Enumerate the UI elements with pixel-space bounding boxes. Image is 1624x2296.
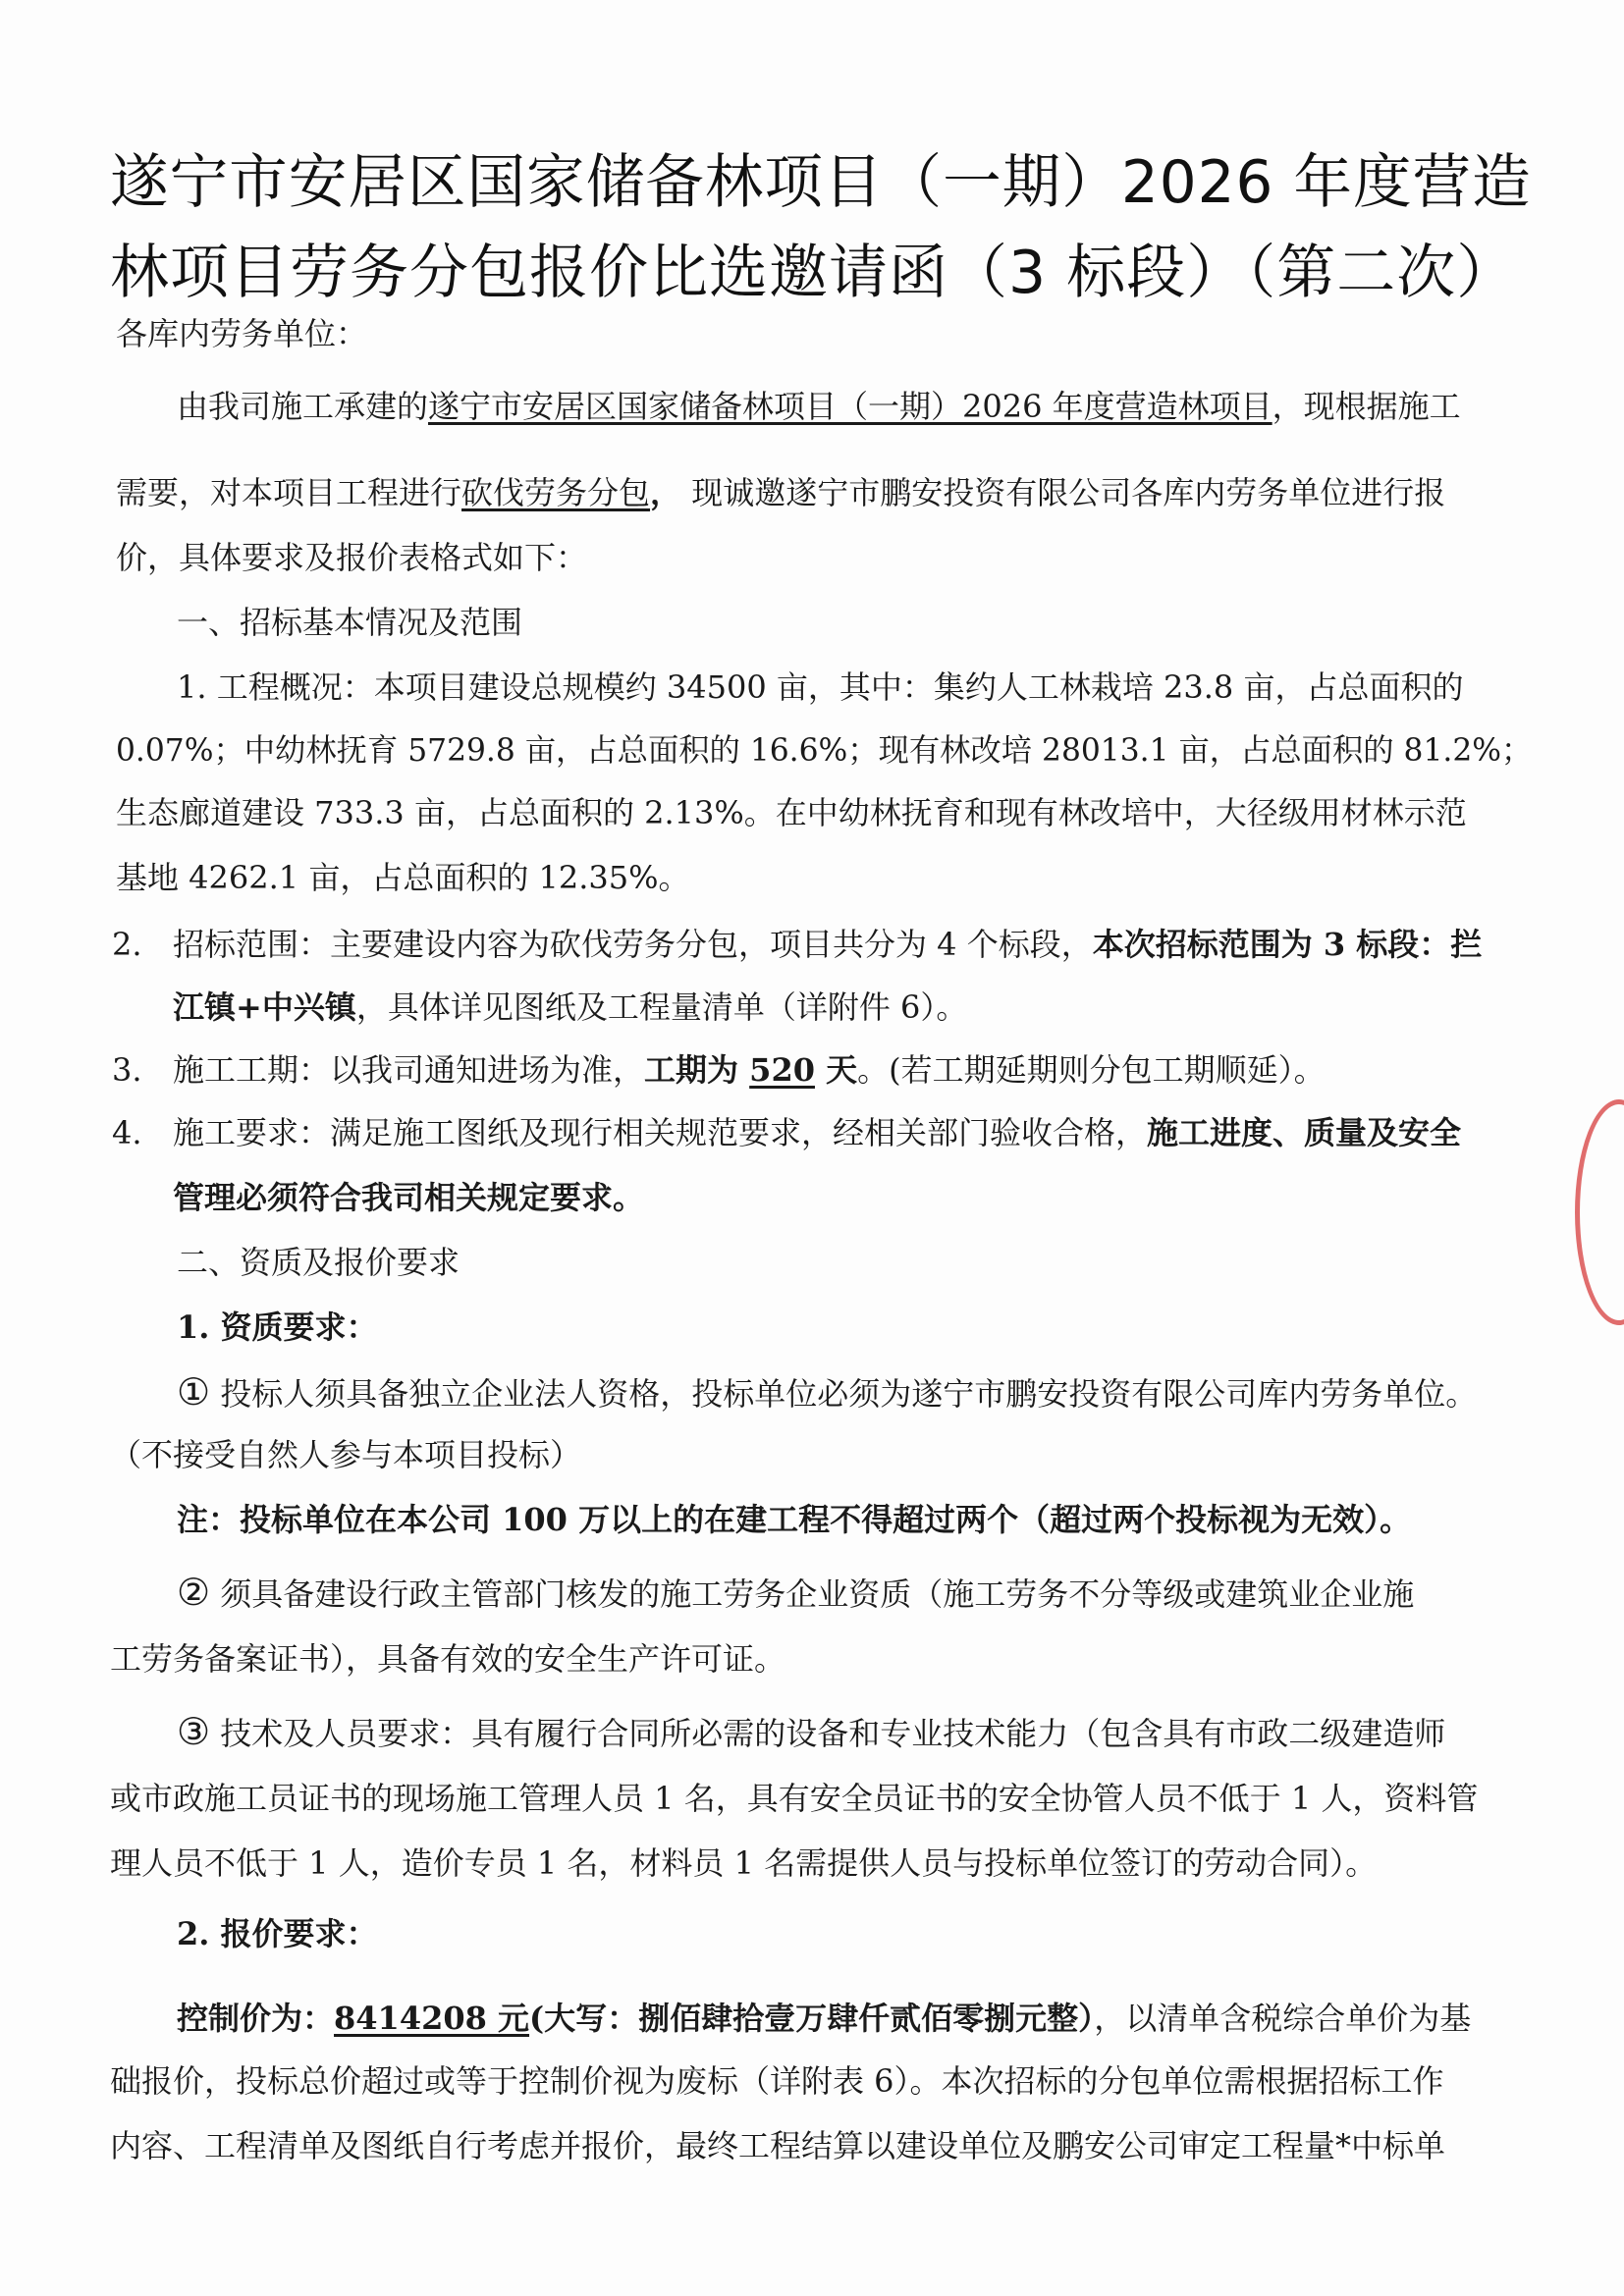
price-label: 控制价为：: [177, 2000, 335, 2037]
price-uppercase: (大写：捌佰肆拾壹万肆仟贰佰零捌元整）: [529, 2000, 1095, 2037]
intro-text: 由我司施工承建的: [177, 388, 429, 425]
circled-number-1: ①: [177, 1370, 211, 1414]
qualification-text: 投标人须具备独立企业法人资格，投标单位必须为遂宁市鹏安投资有限公司库内劳务单位。: [210, 1375, 1478, 1413]
qualification-2-line-1: [177, 1571, 1414, 1616]
red-seal-stamp: [1575, 1099, 1624, 1325]
item-2-towns: 江镇+中兴镇: [173, 988, 356, 1026]
item-3-text: 施工工期：以我司通知进场为准，: [173, 1051, 645, 1089]
item-1-line-3: 生态廊道建设 733.3 亩，占总面积的 2.13%。在中幼林抚育和现有林改培中，大径级用材林示范: [116, 794, 1467, 831]
intro-text: ，现根据施工: [1272, 388, 1461, 425]
scope-name: 砍伐劳务分包: [461, 474, 651, 511]
item-2-bold: 本次招标范围为 3 标段：拦: [1092, 926, 1483, 963]
item-2-line-1: [112, 923, 1482, 966]
intro-line-2: [116, 471, 1445, 514]
intro-line-3: 价，具体要求及报价表格式如下：: [116, 539, 588, 576]
item-3-unit: 天: [814, 1051, 858, 1089]
item-1-line-1: 1. 工程概况：本项目建设总规模约 34500 亩，其中：集约人工林栽培 23.8 亩，占总面积的: [177, 668, 1464, 706]
item-2-number: 2.: [112, 926, 142, 963]
item-2-text: 招标范围：主要建设内容为砍伐劳务分包，项目共分为 4 个标段，: [173, 926, 1093, 963]
salutation: 各库内劳务单位：: [116, 315, 368, 352]
item-1-line-4: 基地 4262.1 亩，占总面积的 12.35%。: [116, 859, 690, 896]
intro-text: 需要，对本项目工程进行: [116, 474, 462, 511]
price-amount: 8414208 元: [334, 2000, 530, 2037]
item-1-line-2: 0.07%；中幼林抚育 5729.8 亩，占总面积的 16.6%；现有林改培 28013.1 亩，占总面积的 81.2%；: [116, 731, 1533, 769]
item-2-line-2: [173, 986, 967, 1029]
price-line-1: [177, 1997, 1471, 2040]
project-name: 遂宁市安居区国家储备林项目（一期）2026 年度营造林项目: [428, 388, 1272, 425]
section-2-heading: 二、资质及报价要求: [177, 1244, 460, 1281]
subheading-pricing: 2. 报价要求：: [177, 1915, 378, 1952]
qualification-3-line-3: 理人员不低于 1 人，造价专员 1 名，材料员 1 名需提供人员与投标单位签订的劳动合同）。: [110, 1844, 1378, 1882]
item-3-days: 520: [749, 1051, 815, 1089]
qualification-text: 须具备建设行政主管部门核发的施工劳务企业资质（施工劳务不分等级或建筑业企业施: [210, 1575, 1415, 1613]
price-line-2: 础报价，投标总价超过或等于控制价视为废标（详附表 6）。本次招标的分包单位需根据招标工作: [110, 2062, 1444, 2100]
item-4-line-2: 管理必须符合我司相关规定要求。: [173, 1179, 645, 1216]
intro-line-1: [177, 385, 1461, 428]
qualification-3-line-1: [177, 1710, 1445, 1755]
title-line-2: 林项目劳务分包报价比选邀请函（3 标段）（第二次）: [110, 239, 1517, 307]
circled-number-2: ②: [177, 1571, 211, 1614]
price-text: ，以清单含税综合单价为基: [1094, 2000, 1472, 2037]
circled-number-3: ③: [177, 1710, 211, 1753]
item-4-text: 施工要求：满足施工图纸及现行相关规范要求，经相关部门验收合格，: [173, 1114, 1148, 1151]
item-3-text: 。(若工期延期则分包工期顺延）。: [857, 1051, 1326, 1089]
bidder-note: 注：投标单位在本公司 100 万以上的在建工程不得超过两个（超过两个投标视为无效）。: [177, 1501, 1412, 1538]
qualification-1-line-1: [177, 1370, 1477, 1415]
item-4-number: 4.: [112, 1114, 142, 1151]
qualification-2-line-2: 工劳务备案证书），具备有效的安全生产许可证。: [110, 1640, 786, 1678]
qualification-3-line-2: 或市政施工员证书的现场施工管理人员 1 名，具有安全员证书的安全协管人员不低于 1 人，资料管: [110, 1780, 1479, 1817]
section-1-heading: 一、招标基本情况及范围: [177, 604, 523, 641]
intro-comma: ，: [650, 474, 682, 511]
qualification-text: 技术及人员要求：具有履行合同所必需的设备和专业技术能力（包含具有市政二级建造师: [210, 1715, 1446, 1752]
item-4-bold: 施工进度、质量及安全: [1147, 1114, 1462, 1151]
intro-text: 现诚邀遂宁市鹏安投资有限公司各库内劳务单位进行报: [681, 474, 1446, 511]
subheading-qualification: 1. 资质要求：: [177, 1308, 378, 1346]
title-line-1: 遂宁市安居区国家储备林项目（一期）2026 年度营造: [110, 148, 1532, 217]
item-3-number: 3.: [112, 1051, 142, 1089]
qualification-1-line-2: （不接受自然人参与本项目投标）: [110, 1436, 582, 1473]
item-4-line-1: [112, 1111, 1461, 1154]
document-title: [110, 137, 1532, 318]
item-3-line: [112, 1048, 1326, 1092]
item-3-bold: 工期为: [644, 1051, 750, 1089]
price-line-3: 内容、工程清单及图纸自行考虑并报价，最终工程结算以建设单位及鹏安公司审定工程量*中标单: [110, 2127, 1446, 2164]
item-2-text: ，具体详见图纸及工程量清单（详附件 6）。: [355, 988, 968, 1026]
